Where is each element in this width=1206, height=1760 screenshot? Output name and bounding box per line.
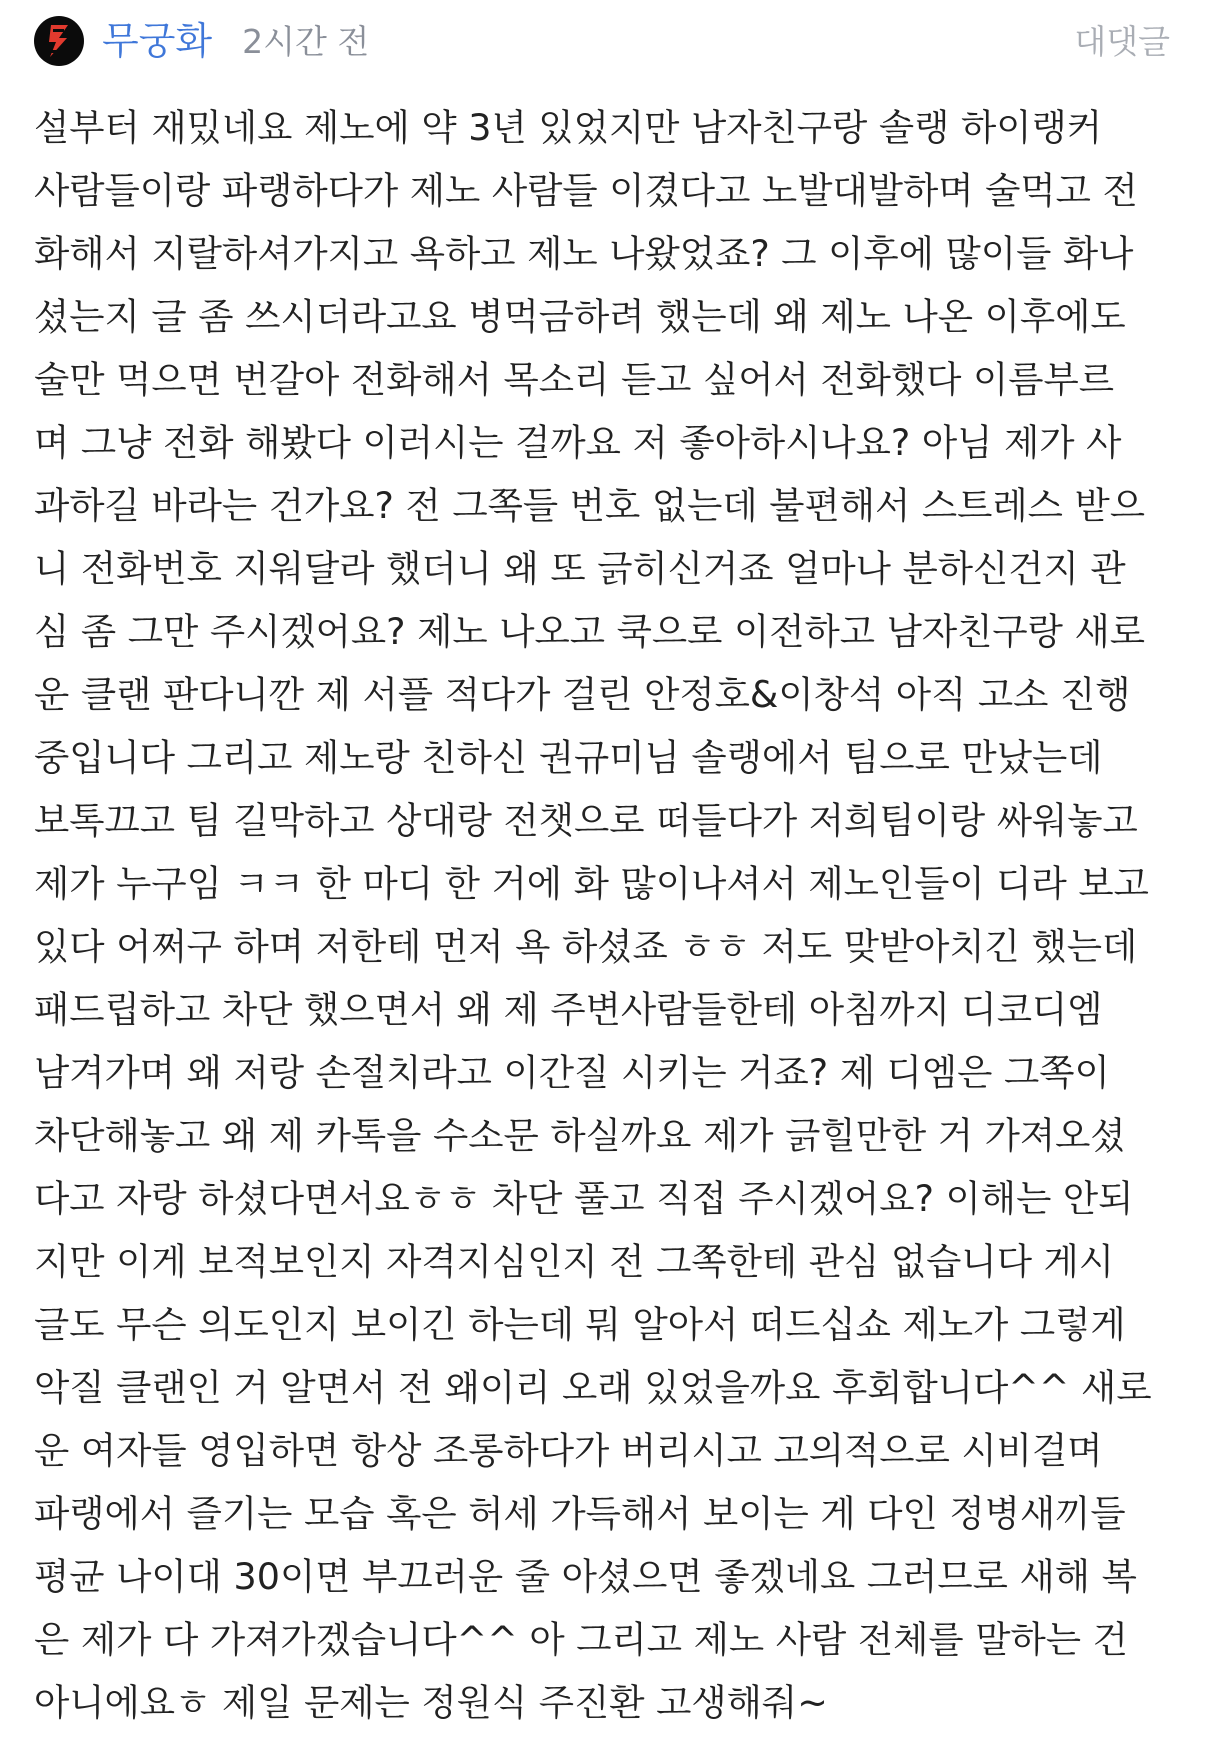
avatar[interactable] [34,16,84,66]
comment-header [34,14,1170,68]
comment-body: 설부터 재밌네요 제노에 약 3년 있었지만 남자친구랑 솔랭 하이랭커 사람들이랑 파랭하다가 제노 사람들 이겼다고 노발대발하며 술먹고 전 화해서 지랄하셔가지고 욕하고 제노 나왔었죠? 그 이후에 많이들 화나 셨는지 글 좀 쓰시더라고요 병먹금하려 했는데 왜 제노 나온 이후에도 술만 먹으면 번갈아 전화해서 목소리 듣고 싶어서 전화했다 이름부르 며 그냥 전화 해봤다 이러시는 걸까요 저 좋아하시나요? 아님 제가 사 과하길 바라는 건가요? 전 그쪽들 번호 없는데 불편해서 스트레스 받으 니 전화번호 지워달라 했더니 왜 또 긁히신거죠 얼마나 분하신건지 관 심 좀 그만 주시겠어요? 제노 나오고 쿡으로 이전하고 남자친구랑 새로 운 클랜 판다니깐 제 서플 적다가 걸린 안정호&이창석 아직 고소 진행 중입니다 그리고 제노랑 친하신 권규미님 솔랭에서 팀으로 만났는데 보톡끄고 팀 길막하고 상대랑 전챗으로 떠들다가 저희팀이랑 싸워놓고 제가 누구임 ㅋㅋ 한 마디 한 거에 화 많이나셔서 제노인들이 디라 보고 있다 어쩌구 하며 저한테 먼저 욕 하셨죠 ㅎㅎ 저도 맞받아치긴 했는데 패드립하고 차단 했으면서 왜 제 주변사람들한테 아침까지 디코디엠 남겨가며 왜 저랑 손절치라고 이간질 시키는 거죠? 제 디엠은 그쪽이 차단해놓고 왜 제 카톡을 수소문 하실까요 제가 긁힐만한 거 가져오셨 다고 자랑 하셨다면서요ㅎㅎ 차단 풀고 직접 주시겠어요? 이해는 안되 지만 이게 보적보인지 자격지심인지 전 그쪽한테 관심 없습니다 게시 글도 무슨 의도인지 보이긴 하는데 뭐 알아서 떠드십쇼 제노가 그렇게 악질 클랜인 거 알면서 전 왜이리 오래 있었을까요 후회합니다^^ 새로 운 여자들 영입하면 항상 조롱하다가 버리시고 고의적으로 시비걸며 파랭에서 즐기는 모습 혹은 허세 가득해서 보이는 게 다인 정병새끼들 평균 나이대 30이면 부끄러운 줄 아셨으면 좋겠네요 그러므로 새해 복 은 제가 다 가져가겠습니다^^ 아 그리고 제노 사람 전체를 말하는 건 아니에요ㅎ 제일 문제는 정원식 주진환 고생해줘~ [34,106,1152,1724]
timestamp: 2시간 전 [242,21,370,61]
username[interactable]: 무궁화 [102,19,213,63]
red-lightning-logo-icon [44,23,74,59]
reply-button[interactable]: 대댓글 [1074,21,1170,61]
